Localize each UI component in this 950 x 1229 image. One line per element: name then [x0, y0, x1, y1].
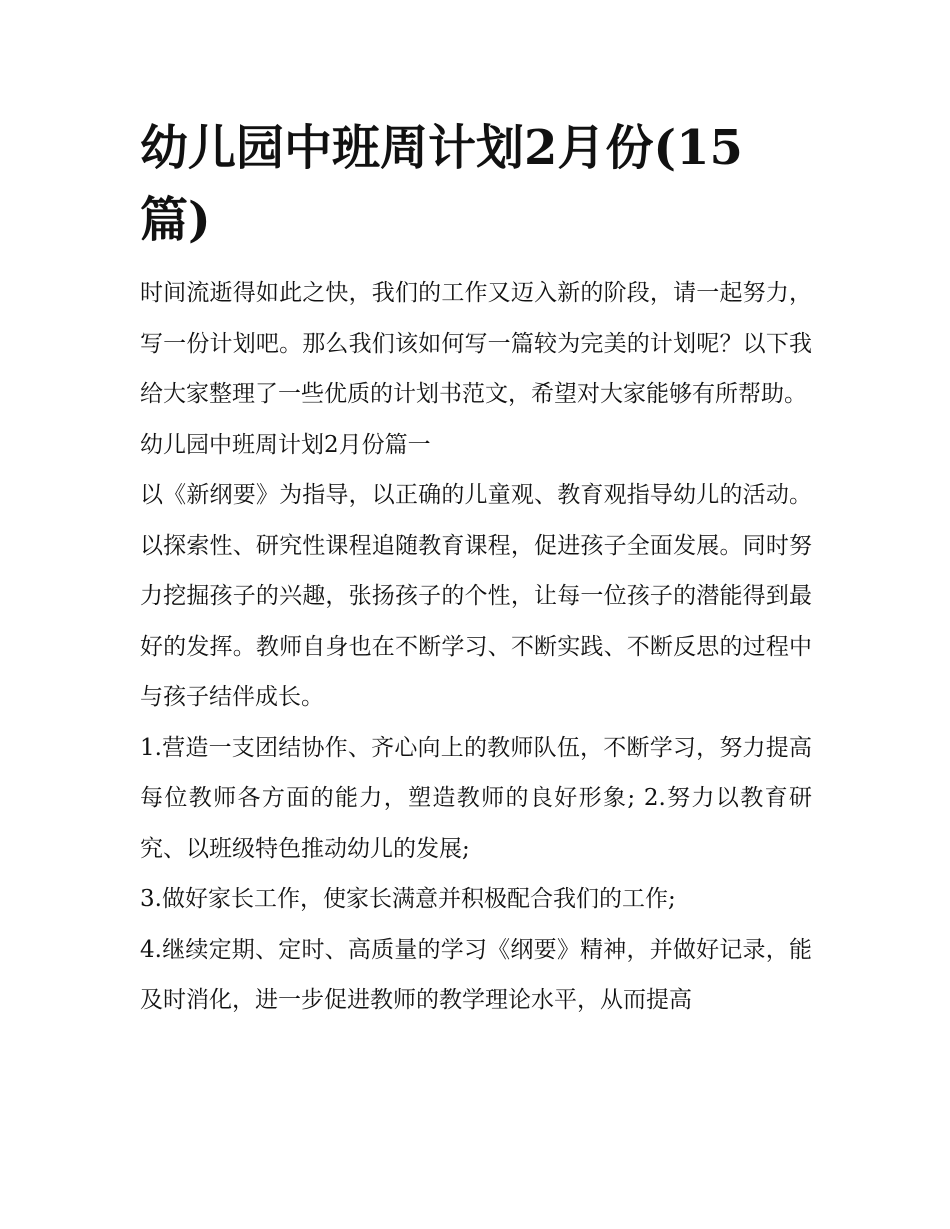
list-item: 3.做好家长工作，使家长满意并积极配合我们的工作;: [140, 886, 676, 912]
body-paragraph: 以《新纲要》为指导，以正确的儿童观、教育观指导幼儿的活动。以探索性、研究性课程追随教育课程，促进孩子全面发展。同时努力挖掘孩子的兴趣，张扬孩子的个性，让每一位孩子的潜能得到最好的发挥。教师自身也在不断学习、不断实践、不断反思的过程中与孩子结伴成长。: [140, 482, 812, 710]
intro-paragraph: 时间流逝得如此之快，我们的工作又迈入新的阶段，请一起努力，写一份计划吧。那么我们该如何写一篇较为完美的计划呢？以下我给大家整理了一些优质的计划书范文，希望对大家能够有所帮助。: [140, 280, 812, 407]
list-item: 1.营造一支团结协作、齐心向上的教师队伍，不断学习，努力提高每位教师各方面的能力，塑造教师的良好形象; 2.努力以教育研究、以班级特色推动幼儿的发展;: [140, 734, 812, 862]
section-heading: 幼儿园中班周计划2月份篇一: [140, 431, 431, 458]
document-page: [140, 112, 812, 1026]
list-item: 4.继续定期、定时、高质量的学习《纲要》精神，并做好记录，能及时消化，进一步促进教师的教学理论水平，从而提高: [140, 936, 812, 1013]
document-title: 幼儿园中班周计划2月份(15篇): [140, 120, 743, 248]
